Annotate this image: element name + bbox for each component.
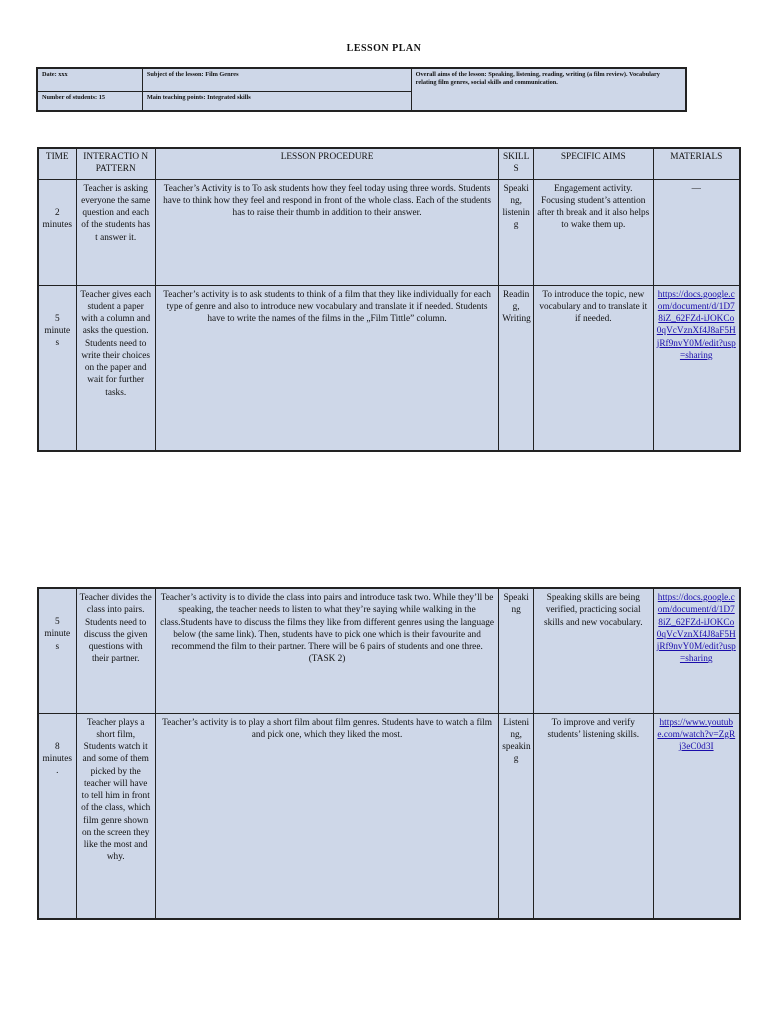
subject-cell: Subject of the lesson: Film Genres — [142, 68, 411, 92]
skills-cell: Listeni ng, speakin g — [499, 713, 534, 919]
header-skills: SKILL S — [499, 148, 534, 179]
materials-link[interactable]: https://docs.google.com/document/d/1D78iZ_62FZd-iJOKCo0qVcVznXf4J8aF5HjRf9nvY0M/edit?usp=sharing — [656, 593, 736, 665]
table-row — [38, 713, 740, 919]
header-procedure: LESSON PROCEDURE — [155, 148, 498, 179]
time-cell: 5 minute s — [38, 285, 76, 451]
students-count-cell: Number of students: 15 — [37, 92, 142, 112]
header-materials: MATERIALS — [653, 148, 740, 179]
skills-cell: Readin g, Writing — [499, 285, 534, 451]
time-cell: 5 minute s — [38, 588, 76, 713]
header-interaction: INTERACTIO N PATTERN — [76, 148, 155, 179]
header-time: TIME — [38, 148, 76, 179]
procedure-cell: Teacher’s activity is to play a short film about film genres. Students have to watch a film and pick one, which they liked the most. — [155, 713, 498, 919]
materials-cell: — — [653, 179, 740, 285]
procedure-cell: Teacher’s Activity is to To ask students how they feel today using three words. Students have to think how they feel and respond in front of the whole class. Each of the students has to raise their thumb in addition to their answer. — [155, 179, 498, 285]
aims-cell: Engagement activity. Focusing student’s attention after th break and it also helps to wake them up. — [534, 179, 654, 285]
lesson-plan-table-page-1 — [37, 147, 741, 452]
table-row — [38, 588, 740, 713]
interaction-cell: Teacher divides the class into pairs. Students need to discuss the given questions with their partner. — [76, 588, 155, 713]
table-row — [38, 179, 740, 285]
procedure-cell: Teacher’s activity is to divide the class into pairs and introduce task two. While they’ll be speaking, the teacher needs to listen to what they’re saying while walking in the class.Students have to discuss the films they like from different genres using the language below (the same link). Then, students have to pick one which is their favourite and recommend the film to their partner. There will be 6 pairs of students and one three. (TASK 2) — [155, 588, 498, 713]
aims-cell: Speaking skills are being verified, practicing social skills and new vocabulary. — [534, 588, 654, 713]
header-aims: SPECIFIC AIMS — [534, 148, 654, 179]
materials-cell — [653, 713, 740, 919]
aims-cell: To introduce the topic, new vocabulary and to translate it if needed. — [534, 285, 654, 451]
materials-cell — [653, 588, 740, 713]
header-row — [38, 148, 740, 179]
time-cell: 8 minutes . — [38, 713, 76, 919]
skills-cell: Speaki ng — [499, 588, 534, 713]
skills-cell: Speaki ng, listenin g — [499, 179, 534, 285]
lesson-plan-table-page-2 — [37, 587, 741, 920]
materials-cell — [653, 285, 740, 451]
interaction-cell: Teacher is asking everyone the same question and each of the students has t answer it. — [76, 179, 155, 285]
date-cell: Date: xxx — [37, 68, 142, 92]
materials-link[interactable]: https://www.youtube.com/watch?v=ZgRj3eC0d3I — [657, 717, 736, 753]
interaction-cell: Teacher plays a short film, Students watch it and some of them picked by the teacher will have to tell him in front of the class, which film genre shown on the screen they like the most and why. — [76, 713, 155, 919]
teaching-points-cell: Main teaching points: Integrated skills — [142, 92, 411, 112]
overall-aims-cell: Overall aims of the lesson: Speaking, listening, reading, writing (a film review). Vocabulary relating film genres, social skills and communication. — [411, 68, 686, 111]
time-cell: 2 minutes — [38, 179, 76, 285]
interaction-cell: Teacher gives each student a paper with a column and asks the question. Students need to write their choices on the paper and wait for further tasks. — [76, 285, 155, 451]
table-row — [38, 285, 740, 451]
page-title: LESSON PLAN — [346, 43, 422, 54]
aims-cell: To improve and verify students’ listening skills. — [534, 713, 654, 919]
lesson-info-table — [36, 67, 687, 112]
materials-link[interactable]: https://docs.google.com/document/d/1D78iZ_62FZd-iJOKCo0qVcVznXf4J8aF5HjRf9nvY0M/edit?usp=sharing — [656, 289, 736, 361]
procedure-cell: Teacher’s activity is to ask students to think of a film that they like individually for each type of genre and also to introduce new vocabulary and translate it if needed. Students have to write the names of the films in the „Film Tittle” column. — [155, 285, 498, 451]
